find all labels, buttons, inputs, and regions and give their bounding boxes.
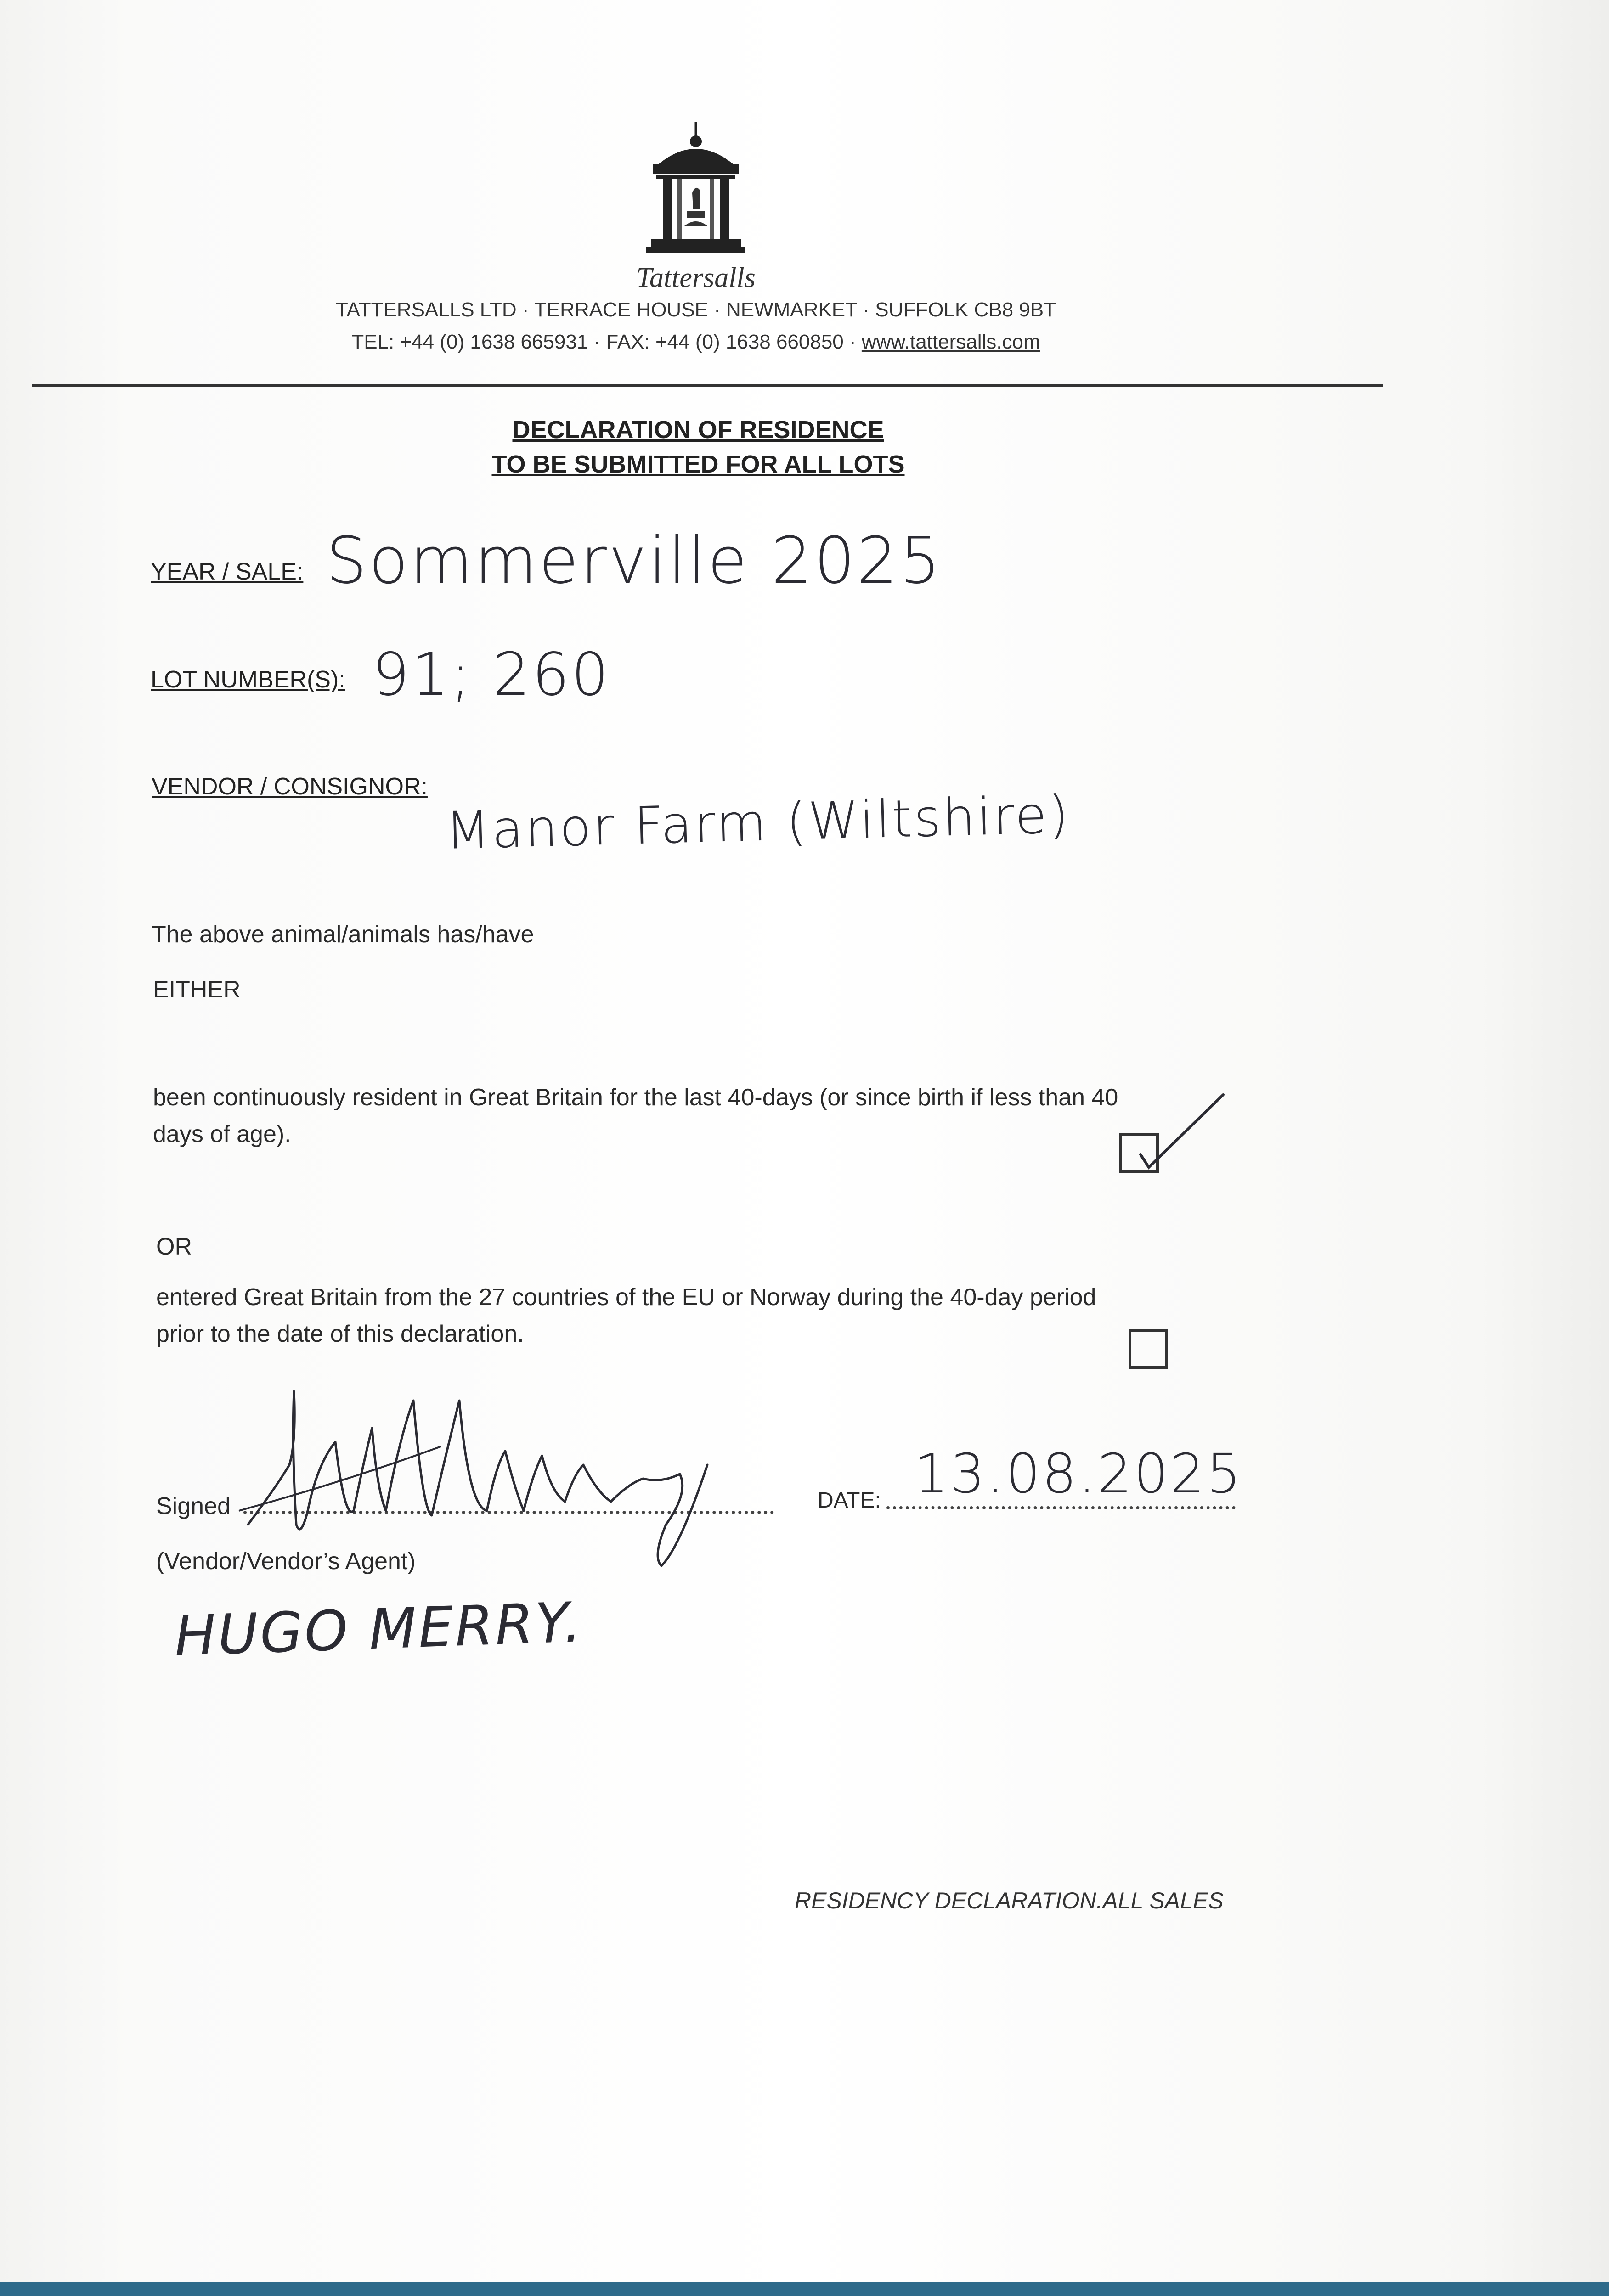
vendor-label: VENDOR / CONSIGNOR: — [152, 773, 428, 800]
contact-phone-fax: TEL: +44 (0) 1638 665931 · FAX: +44 (0) 1638 660850 · — [351, 331, 862, 353]
option1-text-line2: days of age). — [153, 1121, 291, 1148]
company-address: TATTERSALLS LTD · TERRACE HOUSE · NEWMARKET · SUFFOLK CB8 9BT — [336, 298, 1056, 321]
intro-statement: The above animal/animals has/have — [152, 921, 534, 948]
either-label: EITHER — [153, 976, 241, 1003]
date-field[interactable]: 13.08.2025 — [914, 1442, 1243, 1505]
year-sale-label: YEAR / SALE: — [151, 558, 304, 585]
form-subtitle: TO BE SUBMITTED FOR ALL LOTS — [491, 450, 905, 478]
scan-background-edge — [0, 2282, 1609, 2296]
date-line — [886, 1506, 1236, 1509]
signed-label: Signed — [156, 1493, 231, 1519]
website-link[interactable]: www.tattersalls.com — [861, 331, 1040, 353]
tattersalls-logo-icon — [641, 119, 751, 257]
option2-text-line2: prior to the date of this declaration. — [156, 1321, 524, 1347]
option1-checkbox[interactable] — [1119, 1133, 1159, 1173]
checkmark-icon — [1113, 1086, 1232, 1177]
date-label: DATE: — [818, 1488, 881, 1513]
header-divider — [32, 384, 1383, 387]
year-sale-field[interactable]: Sommerville 2025 — [326, 523, 943, 598]
company-contact — [138, 331, 1254, 354]
lot-numbers-field[interactable]: 91; 260 — [372, 641, 610, 709]
or-label: OR — [156, 1233, 192, 1260]
form-reference: RESIDENCY DECLARATION.ALL SALES — [795, 1888, 1224, 1913]
option2-text-line1: entered Great Britain from the 27 countries of the EU or Norway during the 40-day period — [156, 1284, 1096, 1311]
option2-checkbox[interactable] — [1129, 1329, 1168, 1369]
vendor-field[interactable]: Manor Farm (Wiltshire) — [445, 785, 1071, 861]
lot-numbers-label: LOT NUMBER(S): — [151, 666, 345, 693]
printed-name[interactable]: HUGO MERRY. — [173, 1590, 584, 1669]
brand-name: Tattersalls — [636, 262, 756, 293]
handwritten-signature[interactable] — [202, 1373, 781, 1575]
signer-role: (Vendor/Vendor’s Agent) — [156, 1548, 416, 1575]
option1-text-line1: been continuously resident in Great Britain for the last 40-days (or since birth if less than 40 — [153, 1084, 1118, 1111]
form-title: DECLARATION OF RESIDENCE — [512, 416, 884, 444]
